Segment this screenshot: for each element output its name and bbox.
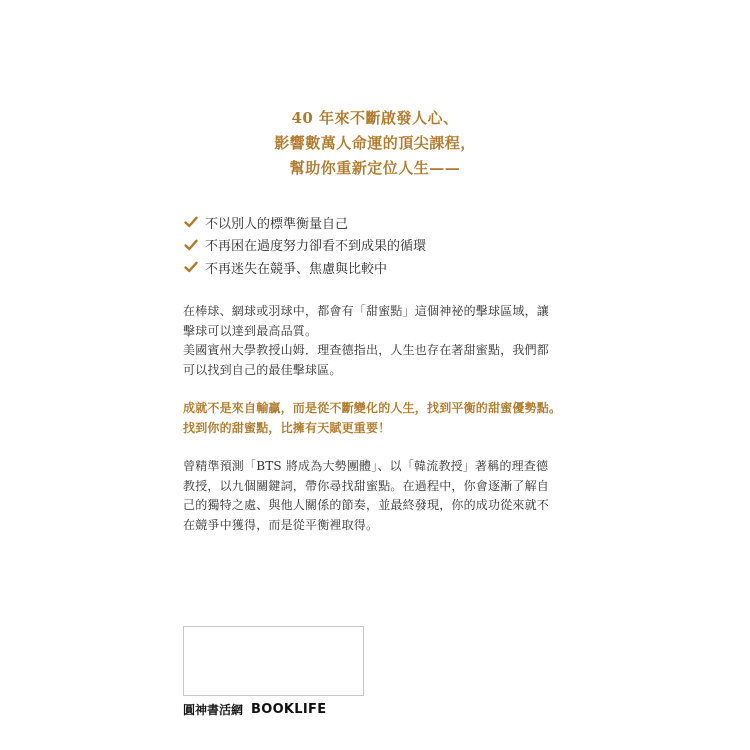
highlight-paragraph: [183, 399, 573, 438]
checklist-item: [183, 211, 426, 234]
image-placeholder-box: [183, 626, 364, 696]
benefit-checklist: [183, 211, 426, 279]
checklist-item: [183, 234, 426, 257]
brand-logo: [183, 701, 326, 718]
headline-line-2: 影響數萬人命運的頂尖課程，: [274, 134, 476, 152]
headline: [0, 106, 750, 181]
headline-line-3: 幫助你重新定位人生——: [289, 159, 461, 177]
sweet-spot-paragraph: [183, 302, 573, 380]
brand-chinese: 圓神書活網: [183, 703, 244, 717]
check-icon: [183, 214, 199, 230]
checklist-item-label: 不再困在過度努力卻看不到成果的循環: [205, 239, 427, 255]
checklist-item-label: 不以別人的標準衡量自己: [205, 216, 349, 232]
paragraph-line: 擊球可以達到最高品質。: [183, 323, 318, 338]
brand-latin: BOOKLIFE: [251, 702, 327, 717]
paragraph-line: 教授，以九個關鍵詞，帶你尋找甜蜜點。在過程中，你會逐漸了解自: [183, 478, 550, 493]
author-paragraph: [183, 457, 573, 535]
headline-line-1: 40 年來不斷啟發人心、: [291, 109, 459, 127]
paragraph-line: 美國賓州大學教授山姆．理查德指出，人生也存在著甜蜜點，我們都: [183, 343, 550, 357]
paragraph-line: 在棒球、網球或羽球中，都會有「甜蜜點」這個神祕的擊球區域，讓: [183, 304, 550, 318]
checklist-item: [183, 256, 426, 279]
paragraph-line: 在競爭中獲得，而是從平衡裡取得。: [183, 517, 379, 532]
paragraph-line: 成就不是來自輸贏，而是從不斷變化的人生，找到平衡的甜蜜優勢點。: [183, 401, 562, 415]
check-icon: [183, 237, 199, 253]
check-icon: [183, 259, 199, 275]
paragraph-line: 曾精準預測「BTS 將成為大勢團體」、以「韓流教授」著稱的理查德: [183, 459, 549, 473]
paragraph-line: 找到你的甜蜜點，比擁有天賦更重要！: [183, 420, 391, 435]
checklist-item-label: 不再迷失在競爭、焦慮與比較中: [205, 261, 388, 277]
paragraph-line: 可以找到自己的最佳擊球區。: [183, 362, 342, 377]
paragraph-line: 己的獨特之處、與他人關係的節奏，並最終發現，你的成功從來就不: [183, 498, 550, 512]
